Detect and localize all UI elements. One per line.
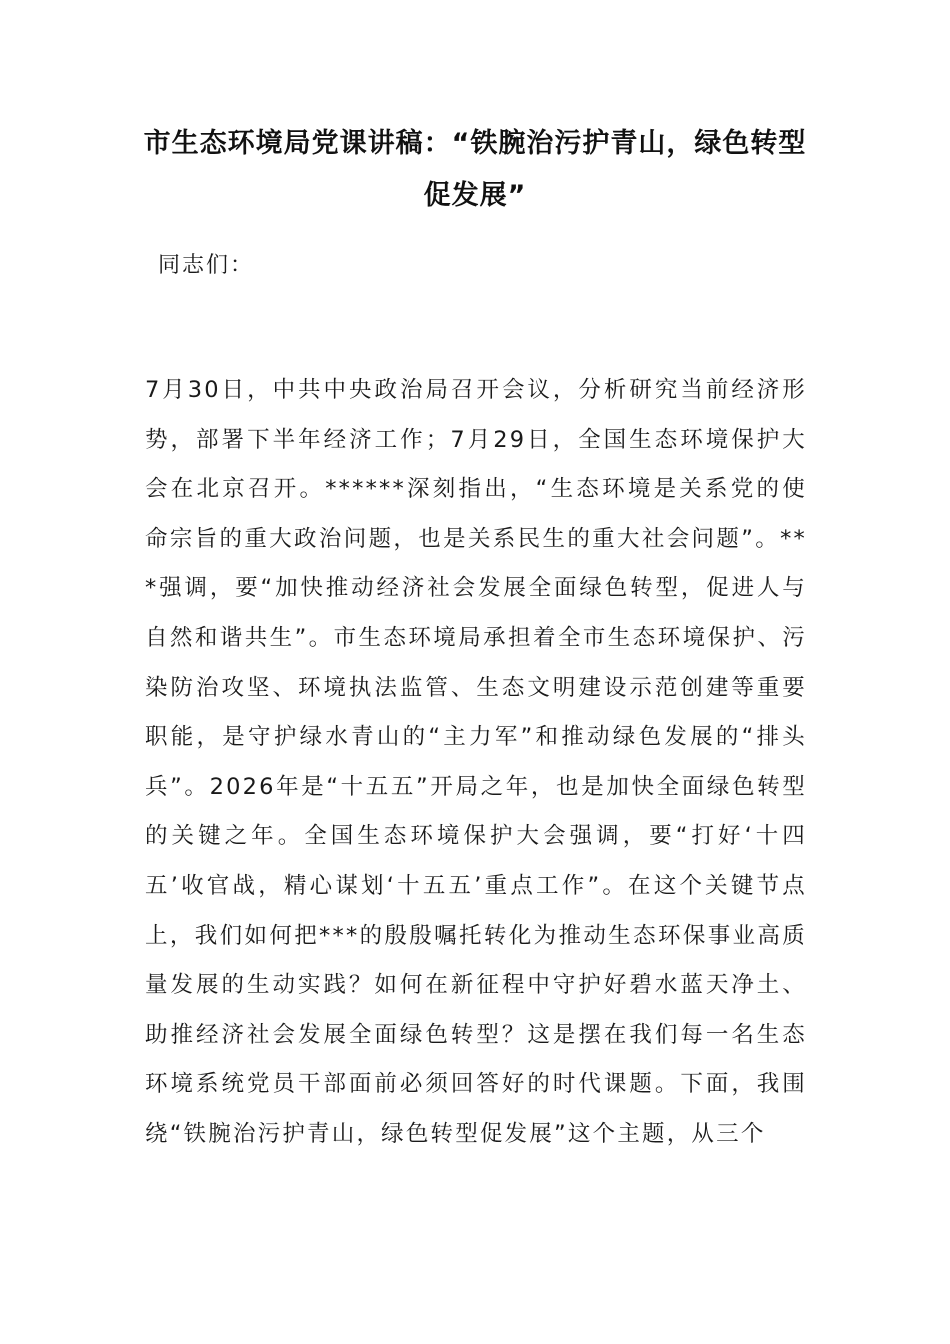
body-paragraph: 7月30日，中共中央政治局召开会议，分析研究当前经济形势，部署下半年经济工作；7月29日，全国生态环境保护大会在北京召开。******深刻指出，“生态环境是关系党的使命宗旨的重大政治问题，也是关系民生的重大社会问题”。***强调，要“加快推动经济社会发展全面绿色转型，促进人与自然和谐共生”。市生态环境局承担着全市生态环境保护、污染防治攻坚、环境执法监管、生态文明建设示范创建等重要职能，是守护绿水青山的“主力军”和推动绿色发展的“排头兵”。2026年是“十五五”开局之年，也是加快全面绿色转型的关键之年。全国生态环境保护大会强调，要“打好‘十四五’收官战，精心谋划‘十五五’重点工作”。在这个关键节点上，我们如何把***的殷殷嘱托转化为推动生态环保事业高质量发展的生动实践？如何在新征程中守护好碧水蓝天净土、助推经济社会发展全面绿色转型？这是摆在我们每一名生态环境系统党员干部面前必须回答好的时代课题。下面，我围绕“铁腕治污护青山，绿色转型促发展”这个主题，从三个 [145,377,807,1147]
salutation: 同志们： [158,253,255,278]
document-title: 市生态环境局党课讲稿：“铁腕治污护青山，绿色转型促发展” [143,128,807,211]
